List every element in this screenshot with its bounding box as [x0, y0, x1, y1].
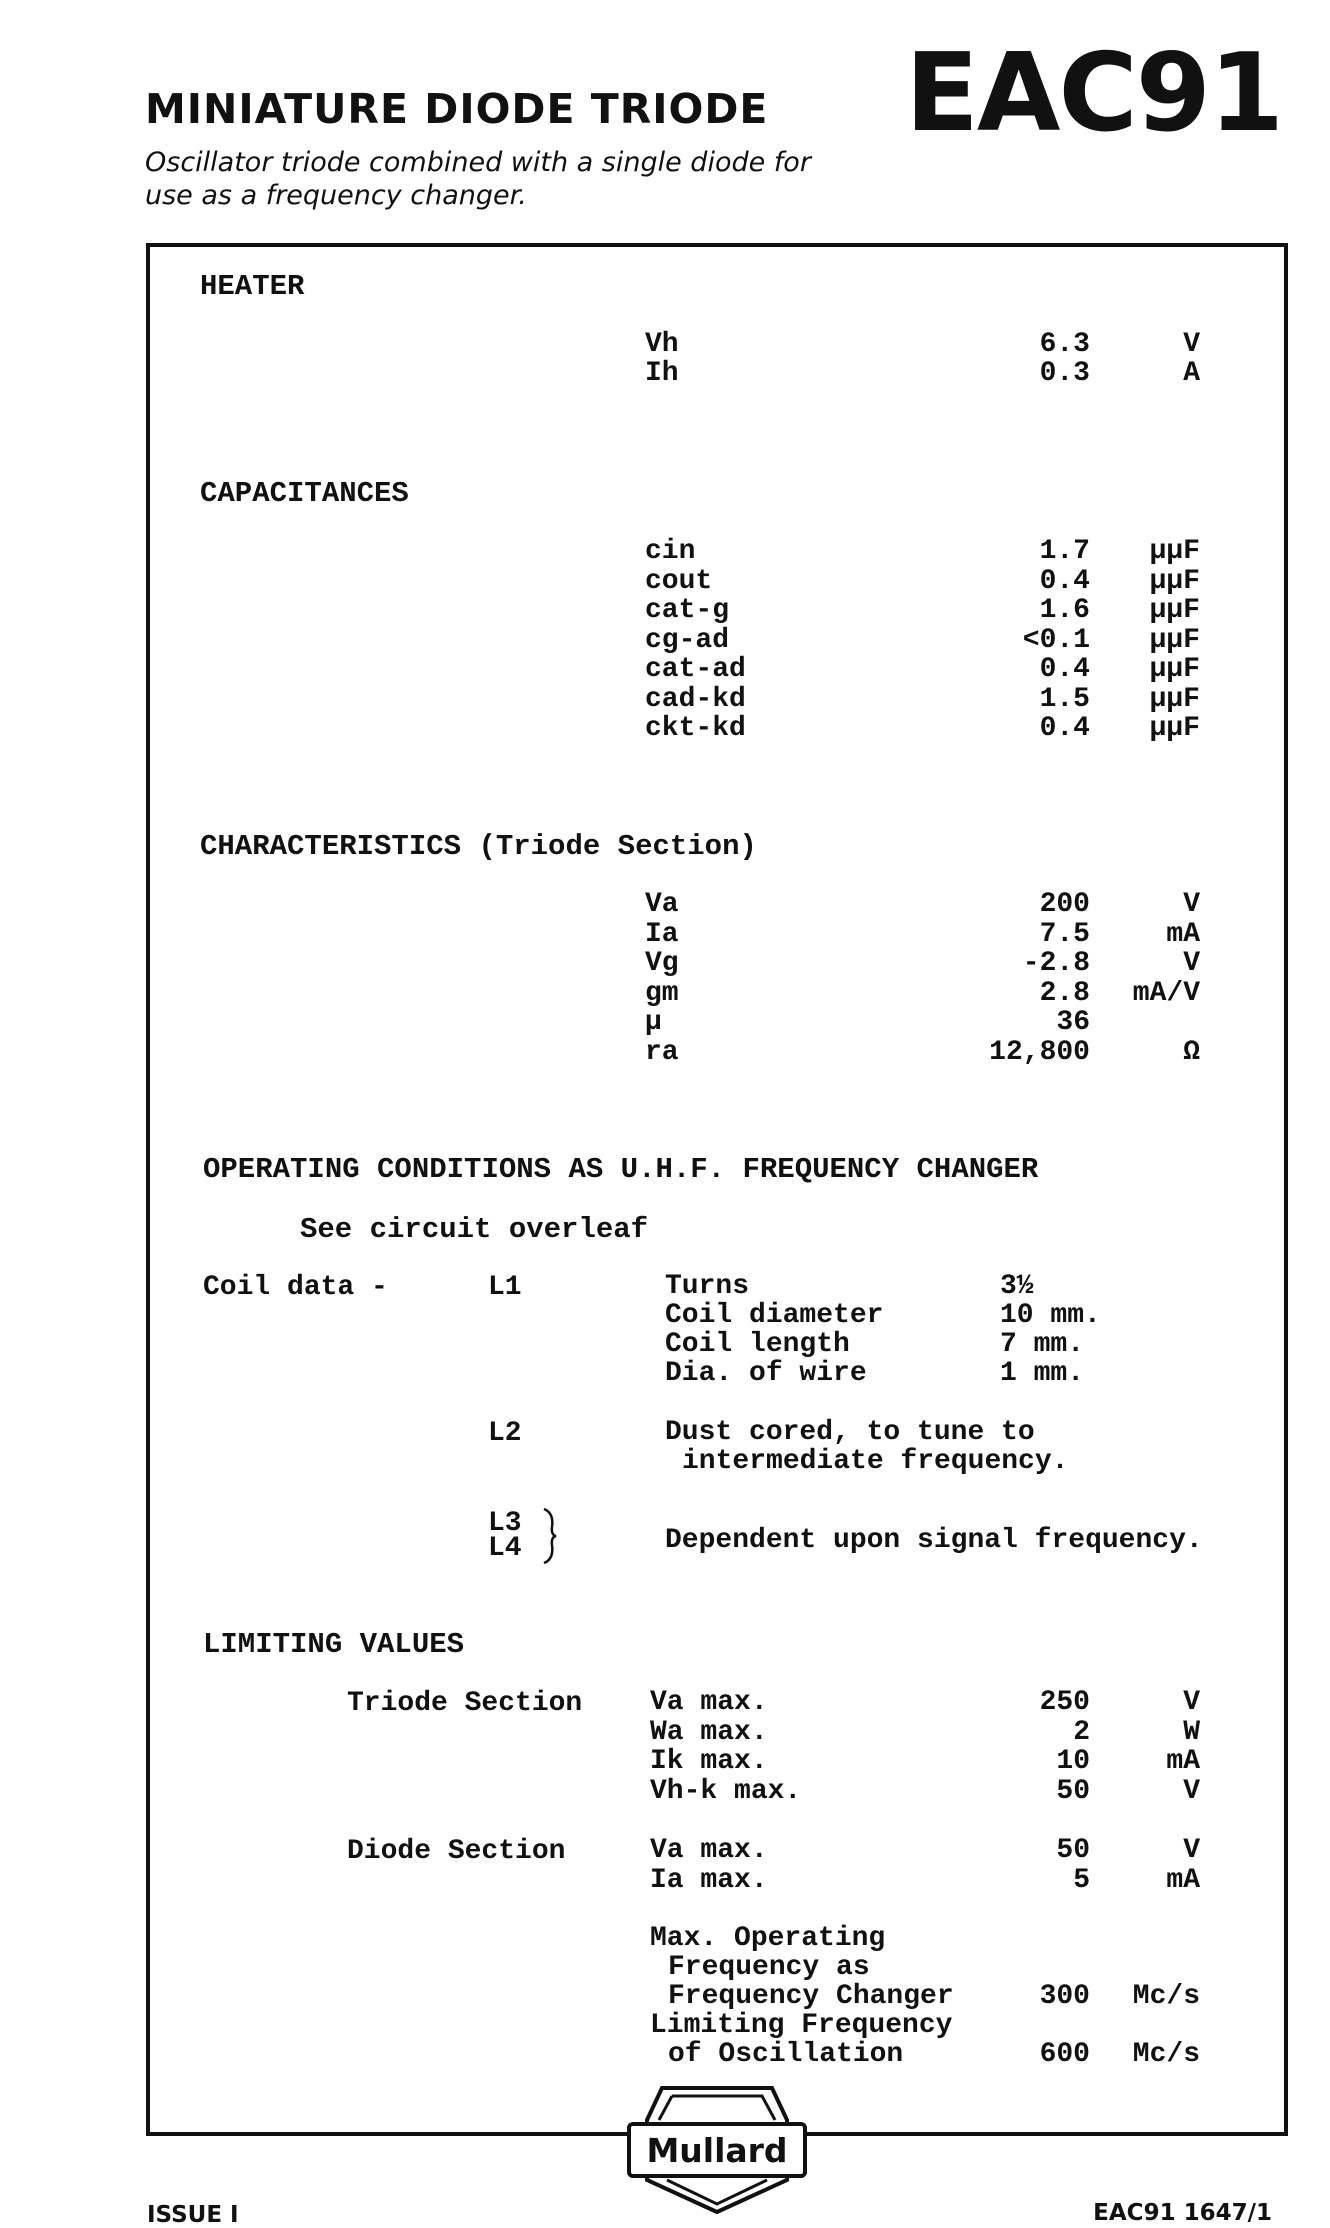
l1-row-2-val: 10 mm. [1000, 1300, 1101, 1331]
char-val-1: 200 [1039, 889, 1090, 920]
limit-freq-line-1: Limiting Frequency [650, 2010, 953, 2041]
triode-val-1: 250 [1039, 1687, 1090, 1718]
diode-sym-2: Ia max. [650, 1864, 768, 1896]
diode-unit-2: mA [1166, 1864, 1200, 1896]
cap-unit-5: µµF [1149, 654, 1200, 685]
triode-val-4: 50 [1056, 1775, 1090, 1807]
char-sym-2: Ia [645, 918, 679, 950]
char-sym-4: gm [645, 977, 679, 1009]
heater-val-1: 6.3 [1039, 329, 1090, 360]
diode-section-label: Diode Section [347, 1836, 566, 1867]
cap-sym-6: cad-kd [645, 683, 746, 715]
l1-row-1-val: 3½ [1000, 1271, 1034, 1302]
footer-ref: EAC91 1647/1 [1093, 2200, 1272, 2226]
cap-unit-6: µµF [1149, 683, 1200, 715]
operating-heading: OPERATING CONDITIONS AS U.H.F. FREQUENCY CHANGER [203, 1153, 1039, 1186]
l1-row-4-val: 1 mm. [1000, 1358, 1085, 1389]
triode-sym-2: Wa max. [650, 1716, 768, 1748]
char-sym-1: Va [645, 889, 679, 920]
l4-label: L4 [488, 1533, 522, 1564]
char-val-5: 36 [1056, 1007, 1090, 1038]
cap-val-6: 1.5 [1039, 683, 1090, 715]
limiting-heading: LIMITING VALUES [203, 1628, 465, 1661]
diode-sym-1: Va max. [650, 1835, 768, 1866]
heater-sym-2: Ih [645, 358, 679, 389]
heater-sym-1: Vh [645, 329, 679, 360]
char-unit-6: Ω [1183, 1036, 1200, 1068]
cap-sym-7: ckt-kd [645, 713, 746, 744]
char-unit-2: mA [1166, 918, 1200, 950]
coil-data-label: Coil data - [203, 1272, 388, 1303]
char-sym-6: ra [645, 1036, 679, 1068]
cap-val-3: 1.6 [1039, 595, 1090, 626]
heater-unit-1: V [1183, 329, 1200, 360]
max-freq-unit: Mc/s [1132, 1981, 1200, 2012]
char-val-6: 12,800 [989, 1036, 1090, 1068]
l1-row-2-name: Coil diameter [665, 1300, 884, 1331]
page-title: MINIATURE DIODE TRIODE [145, 85, 769, 133]
l1-row-4-name: Dia. of wire [665, 1358, 867, 1389]
mullard-logo [627, 2076, 807, 2216]
limit-freq-line-2: of Oscillation [668, 2039, 904, 2070]
cap-unit-3: µµF [1149, 595, 1200, 626]
cap-unit-2: µµF [1149, 565, 1200, 597]
max-freq-val: 300 [1039, 1981, 1090, 2012]
l1-row-3-name: Coil length [665, 1329, 850, 1360]
operating-note: See circuit overleaf [300, 1213, 649, 1246]
diode-val-2: 5 [1073, 1864, 1090, 1896]
triode-unit-3: mA [1166, 1746, 1200, 1777]
char-sym-5: µ [645, 1007, 662, 1038]
cap-unit-1: µµF [1149, 536, 1200, 567]
cap-val-7: 0.4 [1039, 713, 1090, 744]
triode-unit-2: W [1183, 1716, 1200, 1748]
cap-val-1: 1.7 [1039, 536, 1090, 567]
char-sym-3: Vg [645, 948, 679, 979]
char-val-2: 7.5 [1039, 918, 1090, 950]
l2-line-1: Dust cored, to tune to [665, 1417, 1035, 1448]
l2-line-2: intermediate frequency. [682, 1446, 1069, 1477]
diode-val-1: 50 [1056, 1835, 1090, 1866]
max-freq-line-3: Frequency Changer [668, 1981, 954, 2012]
footer-issue: ISSUE I [147, 2202, 239, 2228]
max-freq-line-1: Max. Operating [650, 1923, 886, 1954]
l1-row-1-name: Turns [665, 1271, 750, 1302]
l1-row-3-val: 7 mm. [1000, 1329, 1085, 1360]
diode-unit-1: V [1183, 1835, 1200, 1866]
cap-sym-5: cat-ad [645, 654, 746, 685]
heater-val-2: 0.3 [1039, 358, 1090, 389]
triode-val-2: 2 [1073, 1716, 1090, 1748]
heater-unit-2: A [1183, 358, 1200, 389]
max-freq-line-2: Frequency as [668, 1952, 870, 1983]
triode-unit-4: V [1183, 1775, 1200, 1807]
l1-label: L1 [488, 1272, 522, 1303]
cap-val-2: 0.4 [1039, 565, 1090, 597]
triode-val-3: 10 [1056, 1746, 1090, 1777]
char-unit-4: mA/V [1132, 977, 1200, 1009]
cap-val-4: <0.1 [1022, 624, 1090, 656]
l2-label: L2 [488, 1418, 522, 1449]
page-subtitle: Oscillator triode combined with a single diode for use as a frequency changer. [145, 147, 811, 211]
logo-text: Mullard [646, 2131, 788, 2170]
char-unit-3: V [1183, 948, 1200, 979]
cap-val-5: 0.4 [1039, 654, 1090, 685]
triode-sym-3: Ik max. [650, 1746, 768, 1777]
cap-sym-4: cg-ad [645, 624, 730, 656]
heater-heading: HEATER [200, 270, 305, 303]
char-val-3: -2.8 [1022, 948, 1090, 979]
type-code: EAC91 [905, 31, 1282, 156]
cap-unit-4: µµF [1149, 624, 1200, 656]
limit-freq-unit: Mc/s [1132, 2039, 1200, 2070]
cap-sym-1: cin [645, 536, 696, 567]
char-unit-1: V [1183, 889, 1200, 920]
triode-unit-1: V [1183, 1687, 1200, 1718]
capacitances-heading: CAPACITANCES [200, 477, 409, 510]
triode-section-label: Triode Section [347, 1688, 583, 1719]
cap-sym-2: cout [645, 565, 713, 597]
cap-sym-3: cat-g [645, 595, 730, 626]
triode-sym-1: Va max. [650, 1687, 768, 1718]
char-val-4: 2.8 [1039, 977, 1090, 1009]
characteristics-heading: CHARACTERISTICS (Triode Section) [200, 830, 757, 863]
l3-label: L3 [488, 1508, 522, 1539]
cap-unit-7: µµF [1149, 713, 1200, 744]
brace-icon [540, 1507, 560, 1565]
l3l4-text: Dependent upon signal frequency. [665, 1525, 1203, 1556]
limit-freq-val: 600 [1039, 2039, 1090, 2070]
triode-sym-4: Vh-k max. [650, 1775, 802, 1807]
